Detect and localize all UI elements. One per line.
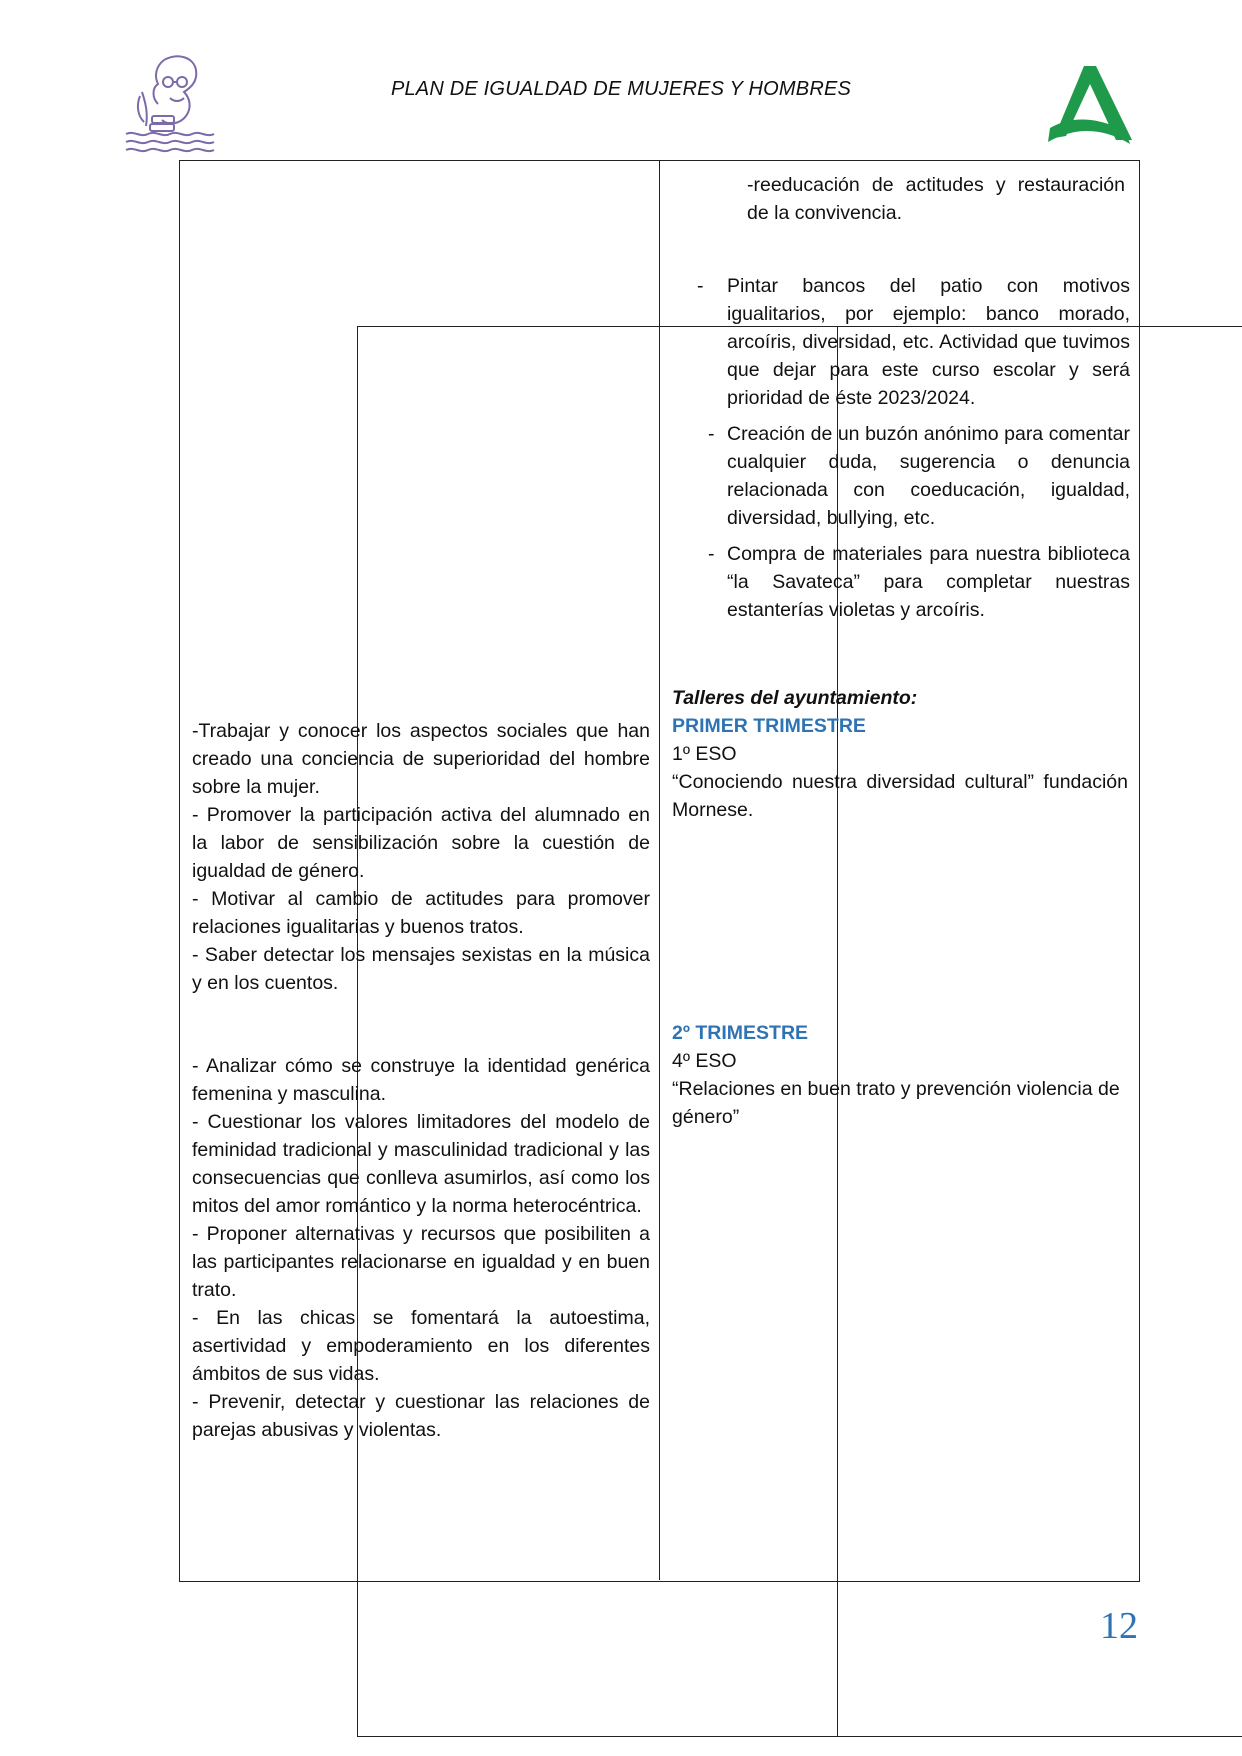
document-header-title: PLAN DE IGUALDAD DE MUJERES Y HOMBRES	[390, 78, 852, 100]
segundo-trimestre-desc: “Relaciones en buen trato y prevención violencia de género”	[672, 1078, 1120, 1128]
objective-text: - Promover la participación activa del alumnado en la labor de sensibilización sobre la cuestión de igualdad de género.	[192, 804, 650, 882]
page-number: 12	[1100, 1605, 1138, 1647]
segundo-trimestre-label: 2º TRIMESTRE	[672, 1022, 809, 1044]
segundo-trimestre-course: 4º ESO	[672, 1050, 737, 1072]
junta-andalucia-logo	[1046, 66, 1132, 148]
activities-list	[690, 272, 1130, 624]
objective-text: -Trabajar y conocer los aspectos sociales que han creado una conciencia de superioridad del hombre sobre la mujer.	[192, 720, 650, 798]
objective-text: - En las chicas se fomentará la autoestima, asertividad y empoderamiento en los diferentes ámbitos de sus vidas.	[192, 1307, 650, 1385]
primer-trimestre-label: PRIMER TRIMESTRE	[672, 715, 866, 737]
overlay-frame-left	[357, 326, 358, 1736]
school-logo	[124, 52, 216, 156]
talleres-section	[672, 684, 1128, 824]
primer-trimestre-course: 1º ESO	[672, 743, 737, 765]
activity-text: Creación de un buzón anónimo para comentar cualquier duda, sugerencia o denuncia relacionada con coeducación, igualdad, diversidad, bullying, etc.	[727, 423, 1130, 529]
objectives-block-1	[192, 717, 650, 997]
objective-text: - Cuestionar los valores limitadores del modelo de feminidad tradicional y masculinidad tradicional y las consecuencias que conlleva asumirlos, así como los mitos del amor romántico y la norma heterocéntrica.	[192, 1111, 650, 1217]
activity-text: Pintar bancos del patio con motivos igualitarios, por ejemplo: banco morado, arcoíris, diversidad, etc. Actividad que tuvimos que dejar para este curso escolar y será prioridad de éste 2023/2024.	[727, 275, 1130, 409]
objectives-block-2	[192, 1052, 650, 1444]
right-cell-continuation	[747, 171, 1125, 227]
objective-text: - Prevenir, detectar y cuestionar las relaciones de parejas abusivas y violentas.	[192, 1391, 650, 1441]
continuation-text: -reeducación de actitudes y restauración de la convivencia.	[747, 174, 1125, 224]
list-item: - Compra de materiales para nuestra biblioteca “la Savateca” para completar nuestras estanterías violetas y arcoíris.	[690, 540, 1130, 624]
list-item: - Creación de un buzón anónimo para comentar cualquier duda, sugerencia o denuncia relacionada con coeducación, igualdad, diversidad, bullying, etc.	[690, 420, 1130, 532]
objective-text: - Proponer alternativas y recursos que posibiliten a las participantes relacionarse en igualdad y en buen trato.	[192, 1223, 650, 1301]
list-item: - Pintar bancos del patio con motivos igualitarios, por ejemplo: banco morado, arcoíris, diversidad, etc. Actividad que tuvimos que dejar para este curso escolar y será prioridad de éste 2023/2024.	[690, 272, 1130, 412]
activity-text: Compra de materiales para nuestra biblioteca “la Savateca” para completar nuestras estanterías violetas y arcoíris.	[727, 543, 1130, 621]
primer-trimestre-desc: “Conociendo nuestra diversidad cultural” fundación Mornese.	[672, 771, 1128, 821]
segundo-trimestre-section	[672, 1019, 1128, 1131]
objective-text: - Saber detectar los mensajes sexistas en la música y en los cuentos.	[192, 944, 650, 994]
objective-text: - Motivar al cambio de actitudes para promover relaciones igualitarias y buenos tratos.	[192, 888, 650, 938]
overlay-frame-bottom	[357, 1736, 1242, 1737]
talleres-heading: Talleres del ayuntamiento:	[672, 687, 918, 709]
table-column-divider	[659, 160, 660, 1580]
objective-text: - Analizar cómo se construye la identidad genérica femenina y masculina.	[192, 1055, 650, 1105]
